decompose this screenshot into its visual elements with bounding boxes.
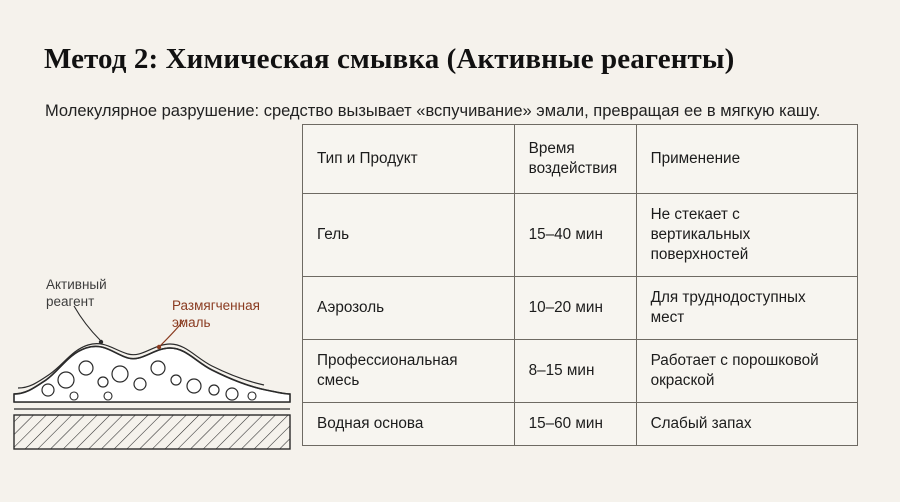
table-header [303,125,858,194]
table-header-time-line1: Время [528,140,575,157]
table-header-time [514,125,636,194]
label-softened-enamel [172,297,292,331]
cell-type: Аэрозоль [303,277,515,340]
cell-use: Не стекает с вертикальных поверхностей [636,194,857,277]
table-row [303,194,858,277]
table-row [303,403,858,446]
cell-time: 15–40 мин [514,194,636,277]
label-active-reagent [46,276,166,310]
table-body [303,194,858,446]
table-header-row [303,125,858,194]
table-header-type: Тип и Продукт [303,125,515,194]
cell-use: Для труднодоступных мест [636,277,857,340]
cell-time: 15–60 мин [514,403,636,446]
label-softened-enamel-line2: эмаль [172,315,211,330]
comparison-table-wrapper [302,124,858,446]
cell-type: Профессиональная смесь [303,340,515,403]
table-row [303,277,858,340]
cell-time: 10–20 мин [514,277,636,340]
cell-type: Гель [303,194,515,277]
slide-subtitle: Молекулярное разрушение: средство вызывает «вспучивание» эмали, превращая ее в мягкую кашу. [45,101,821,120]
cell-type: Водная основа [303,403,515,446]
table-header-time-line2: воздействия [528,160,618,177]
table-header-use: Применение [636,125,857,194]
label-active-reagent-line2: реагент [46,294,95,309]
cell-use: Слабый запах [636,403,857,446]
comparison-table [302,124,858,446]
cell-use: Работает с порошковой окраской [636,340,857,403]
label-softened-enamel-line1: Размягченная [172,298,260,313]
label-active-reagent-line1: Активный [46,277,107,292]
table-row [303,340,858,403]
cell-time: 8–15 мин [514,340,636,403]
page-title: Метод 2: Химическая смывка (Активные реагенты) [44,43,735,76]
